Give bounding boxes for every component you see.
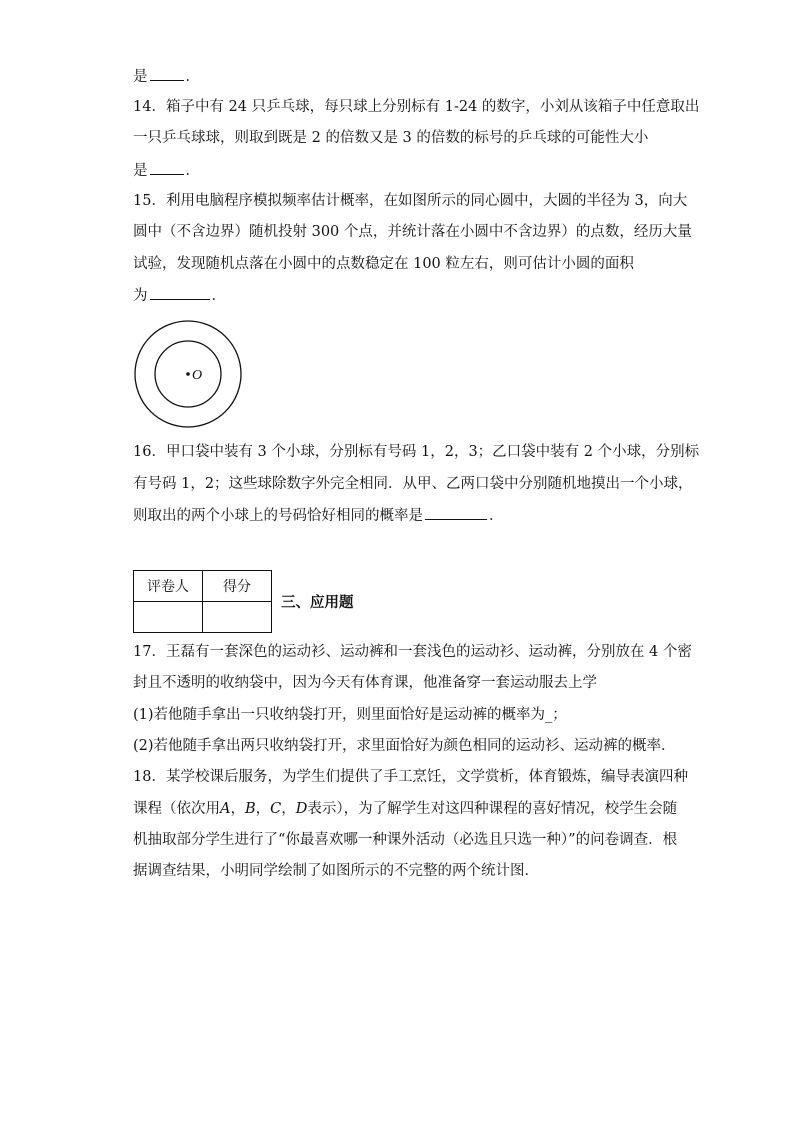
score-table	[133, 570, 272, 633]
center-label: O	[192, 368, 203, 383]
q13-answer-line: 是 ．	[133, 66, 200, 87]
score-table-grader-cell[interactable]	[134, 602, 203, 633]
q17-line-2: 封且不透明的收纳袋中，因为今天有体育课，他准备穿一套运动服去上学	[133, 675, 597, 691]
q14-line-2: 一只乒乓球球，则取到既是 2 的倍数又是 3 的倍数的标号的乒乓球的可能性大小	[133, 130, 649, 146]
q15-answer-line: 为 ．	[133, 285, 226, 306]
q16-answer-line: 则取出的两个小球上的号码恰好相同的概率是 ．	[133, 505, 504, 526]
q17-part-2: (2)若他随手拿出两只收纳袋打开，求里面恰好为颜色相同的运动衫、运动裤的概率．	[133, 738, 676, 754]
q14-line-1: 14．箱子中有 24 只乒乓球，每只球上分别标有 1-24 的数字，小刘从该箱子中任意取出	[133, 99, 700, 115]
answer-blank[interactable]	[150, 66, 184, 81]
q16-line-2: 有号码 1，2；这些球除数字外完全相同．从甲、乙两口袋中分别随机地摸出一个小球，	[133, 476, 693, 492]
q17-part-1: (1)若他随手拿出一只收纳袋打开，则里面恰好是运动裤的概率为_；	[133, 707, 567, 723]
q18-line-3: 机抽取部分学生进行了“你最喜欢哪一种课外活动（必选且只选一种）”的问卷调查．根	[133, 832, 678, 848]
center-point	[186, 372, 190, 376]
score-table-header-grader: 评卷人	[134, 571, 203, 602]
var-d: D	[295, 801, 308, 817]
var-b: B	[244, 801, 256, 817]
q14-answer-line: 是 ．	[133, 160, 200, 181]
q18-line-1: 18．某学校课后服务，为学生们提供了手工烹饪，文学赏析，体育锻炼，编导表演四种	[133, 769, 688, 785]
var-a: A	[220, 801, 231, 817]
q16-line-1: 16．甲口袋中装有 3 个小球，分别标有号码 1，2，3；乙口袋中装有 2 个小球，分别标	[133, 444, 700, 460]
concentric-circles-figure	[132, 318, 244, 430]
score-table-score-cell[interactable]	[203, 602, 272, 633]
score-table-header-score: 得分	[203, 571, 272, 602]
q15-line-3: 试验，发现随机点落在小圆中的点数稳定在 100 粒左右，则可估计小圆的面积	[133, 256, 634, 272]
answer-blank[interactable]	[150, 285, 210, 300]
var-c: C	[270, 801, 282, 817]
q17-line-1: 17．王磊有一套深色的运动衫、运动裤和一套浅色的运动衫、运动裤，分别放在 4 个密	[133, 644, 692, 660]
q15-line-1: 15．利用电脑程序模拟频率估计概率，在如图所示的同心圆中，大圆的半径为 3，向大	[133, 193, 688, 209]
q18-line-2: 课程（依次用A，B，C，D表示），为了解学生对这四种课程的喜好情况，校学生会随	[133, 801, 678, 817]
q15-line-2: 圆中（不含边界）随机投射 300 个点，并统计落在小圆中不含边界）的点数，经历大量	[133, 224, 692, 240]
answer-blank[interactable]	[150, 160, 184, 175]
answer-blank[interactable]	[425, 505, 487, 520]
q18-line-4: 据调查结果，小明同学绘制了如图所示的不完整的两个统计图．	[133, 863, 539, 879]
section-title: 三、应用题	[281, 594, 354, 611]
